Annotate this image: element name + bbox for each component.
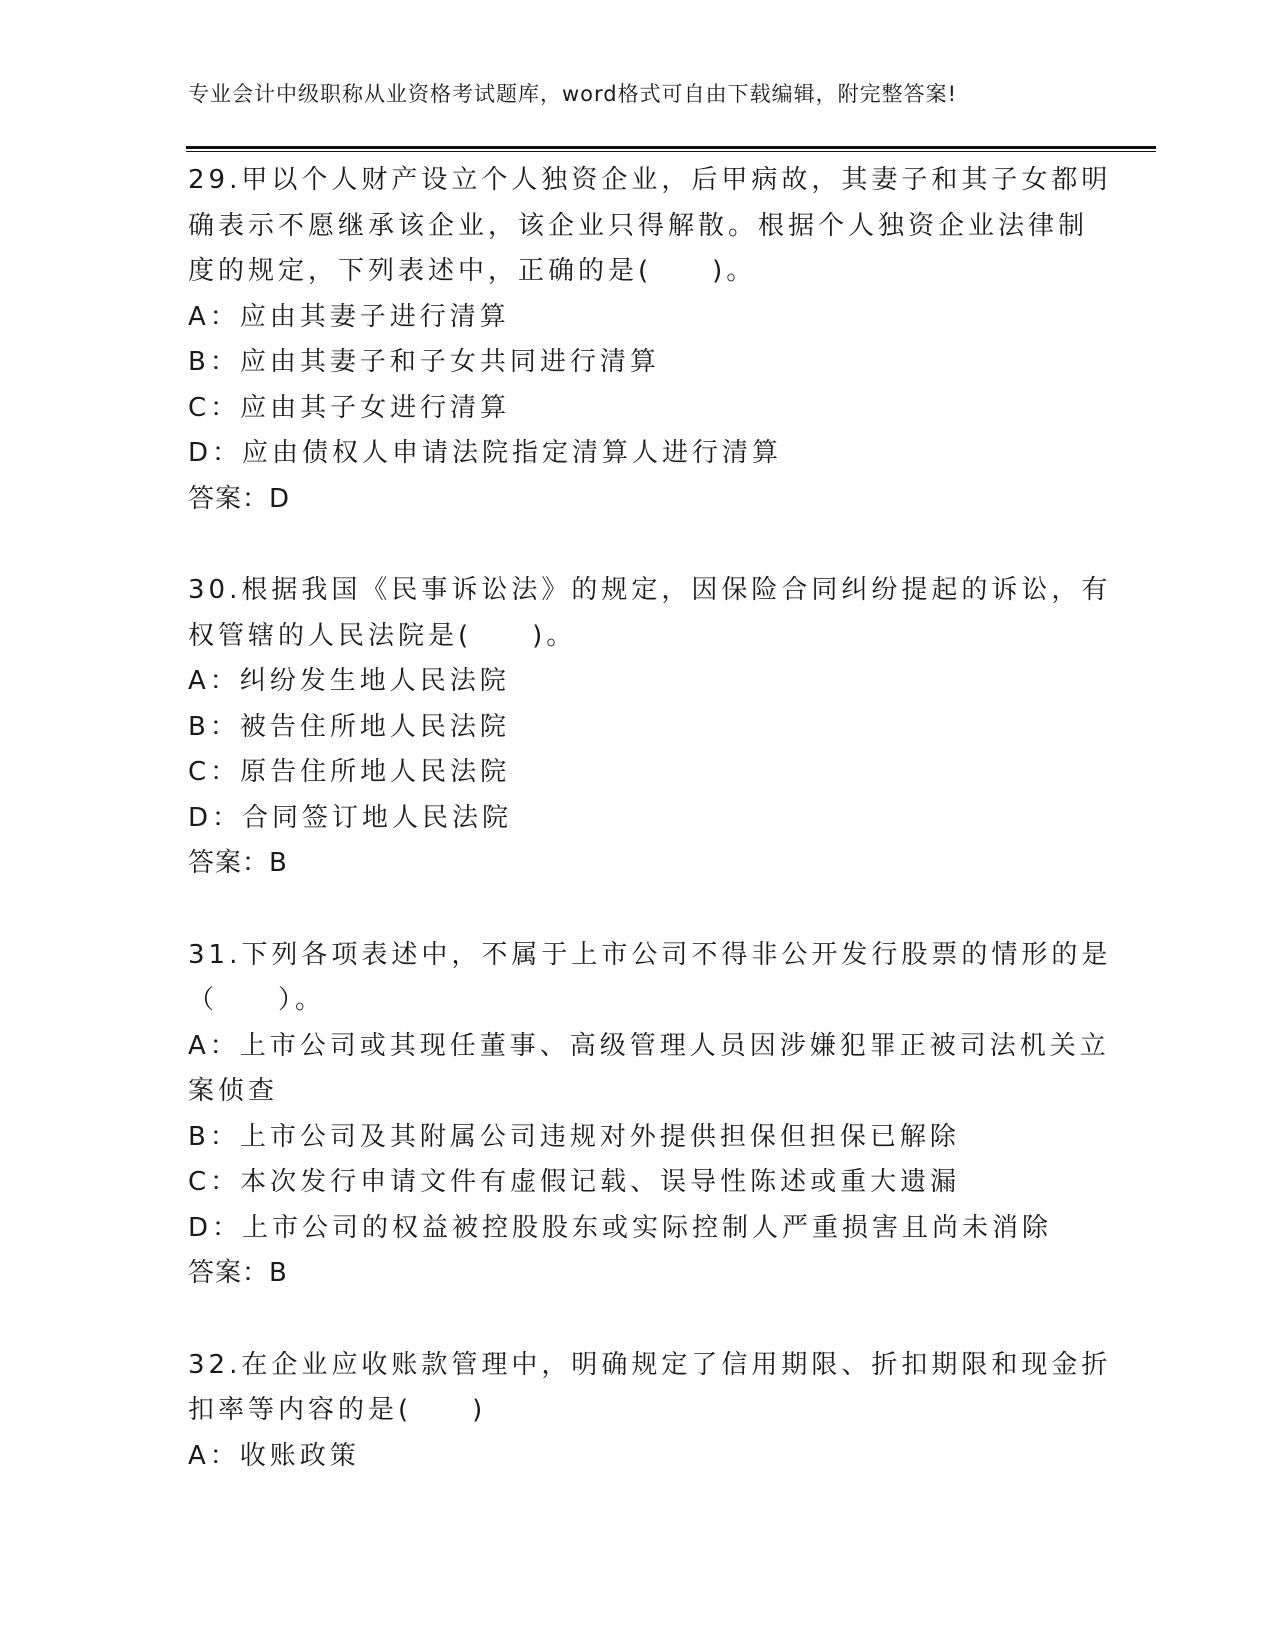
header-divider — [186, 146, 1156, 149]
option-a: A：纠纷发生地人民法院 — [188, 666, 510, 696]
question-stem-line: 扣率等内容的是( ) — [188, 1395, 487, 1425]
option-a: A：收账政策 — [188, 1440, 360, 1471]
question-32 — [188, 1343, 1112, 1480]
question-31 — [188, 933, 1112, 1297]
answer-label: 答案：B — [188, 848, 288, 878]
option-a: A：应由其妻子进行清算 — [188, 301, 510, 332]
option-d: D：合同签订地人民法院 — [188, 802, 513, 833]
option-c: C：原告住所地人民法院 — [188, 757, 511, 787]
option-d: D：应由债权人申请法院指定清算人进行清算 — [188, 438, 783, 468]
option-a: A：上市公司或其现任董事、高级管理人员因涉嫌犯罪正被司法机关立 — [188, 1030, 1110, 1061]
option-c: C：应由其子女进行清算 — [188, 392, 511, 423]
page-header: 专业会计中级职称从业资格考试题库，word格式可自由下载编辑，附完整答案! — [188, 82, 958, 106]
option-d: D：上市公司的权益被控股股东或实际控制人严重损害且尚未消除 — [188, 1212, 1053, 1243]
question-stem-line: 30.根据我国《民事诉讼法》的规定，因保险合同纠纷提起的诉讼，有 — [188, 575, 1112, 605]
header-divider-thin — [186, 151, 1156, 152]
question-30 — [188, 568, 1112, 887]
option-b: B：被告住所地人民法院 — [188, 711, 510, 742]
option-b: B：上市公司及其附属公司违规对外提供担保但担保已解除 — [188, 1121, 960, 1152]
answer-label: 答案：B — [188, 1258, 288, 1288]
question-stem-line: 31.下列各项表述中，不属于上市公司不得非公开发行股票的情形的是 — [188, 939, 1112, 970]
option-c: C：本次发行申请文件有虚假记载、误导性陈述或重大遗漏 — [188, 1167, 961, 1197]
question-stem-line: （ ）。 — [188, 985, 326, 1015]
option-a-continued: 案侦查 — [188, 1076, 279, 1106]
question-stem-line: 32.在企业应收账款管理中，明确规定了信用期限、折扣期限和现金折 — [188, 1349, 1112, 1380]
option-b: B：应由其妻子和子女共同进行清算 — [188, 347, 660, 377]
question-29 — [188, 158, 1112, 522]
answer-label: 答案：D — [188, 483, 291, 514]
question-stem-line: 29.甲以个人财产设立个人独资企业，后甲病故，其妻子和其子女都明 — [188, 165, 1112, 195]
question-stem-line: 权管辖的人民法院是( )。 — [188, 620, 577, 651]
question-list — [188, 158, 1112, 1525]
question-stem-line: 确表示不愿继承该企业，该企业只得解散。根据个人独资企业法律制 — [188, 210, 1089, 241]
question-stem-line: 度的规定，下列表述中，正确的是( )。 — [188, 256, 757, 286]
